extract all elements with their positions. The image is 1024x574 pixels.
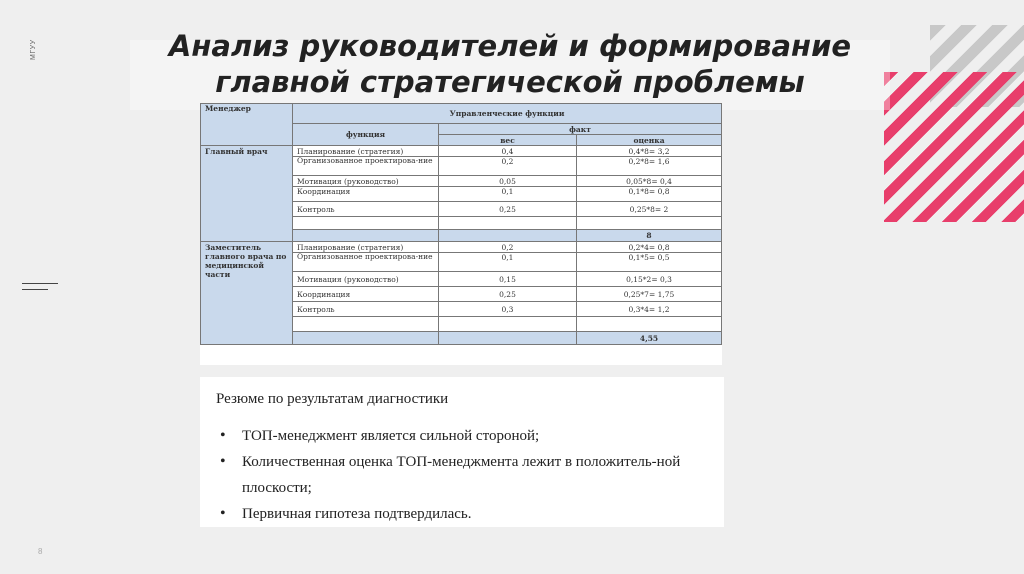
decorative-stripes-pink	[884, 72, 1024, 222]
summary-list	[218, 423, 718, 527]
manager-name: Заместитель главного врача по медицинской части	[201, 242, 293, 345]
cell-empty	[293, 317, 439, 332]
cell-weight: 0,4	[439, 146, 577, 157]
cell-function: Мотивация (руководство)	[293, 272, 439, 287]
cell-score: 0,15*2= 0,3	[577, 272, 722, 287]
cell-empty	[439, 317, 577, 332]
dash-mark	[22, 289, 48, 290]
cell-score: 0,2*8= 1,6	[577, 157, 722, 176]
summary-bullet: • Количественная оценка ТОП-менеджмента лежит в положитель-ной плоскости;	[218, 449, 718, 501]
cell-function: Координация	[293, 287, 439, 302]
group-total: 8	[577, 230, 722, 242]
cell-empty	[577, 317, 722, 332]
summary-bullet: • ТОП-менеджмент является сильной стороной;	[218, 423, 718, 449]
manager-name: Главный врач	[201, 146, 293, 242]
cell-empty	[439, 217, 577, 230]
total-row-empty	[293, 230, 439, 242]
cell-function: Организованное проектирова-ние	[293, 157, 439, 176]
cell-function: Планирование (стратегия)	[293, 242, 439, 253]
header-manager: Менеджер	[201, 104, 293, 146]
manager-analysis-table	[200, 103, 722, 365]
cell-empty	[293, 217, 439, 230]
cell-score: 0,05*8= 0,4	[577, 176, 722, 187]
total-row-empty	[439, 332, 577, 345]
cell-function: Организованное проектирова-ние	[293, 253, 439, 272]
cell-function: Контроль	[293, 202, 439, 217]
dash-mark	[22, 283, 58, 284]
cell-score: 0,1*5= 0,5	[577, 253, 722, 272]
cell-score: 0,25*7= 1,75	[577, 287, 722, 302]
cell-function: Контроль	[293, 302, 439, 317]
cell-score: 0,3*4= 1,2	[577, 302, 722, 317]
cell-weight: 0,2	[439, 157, 577, 176]
title-line-2: главной стратегической проблемы	[215, 65, 805, 99]
cell-function: Планирование (стратегия)	[293, 146, 439, 157]
slide-title	[150, 28, 870, 100]
cell-weight: 0,25	[439, 287, 577, 302]
header-fact: факт	[439, 124, 722, 135]
cell-weight: 0,3	[439, 302, 577, 317]
cell-score: 0,2*4= 0,8	[577, 242, 722, 253]
cell-score: 0,1*8= 0,8	[577, 187, 722, 202]
header-score: оценка	[577, 135, 722, 146]
table	[200, 103, 722, 345]
cell-weight: 0,1	[439, 253, 577, 272]
cell-weight: 0,25	[439, 202, 577, 217]
group-total: 4,55	[577, 332, 722, 345]
summary-box	[200, 377, 724, 527]
cell-weight: 0,1	[439, 187, 577, 202]
total-row-empty	[439, 230, 577, 242]
total-row-empty	[293, 332, 439, 345]
header-weight: вес	[439, 135, 577, 146]
cell-empty	[577, 217, 722, 230]
cell-weight: 0,15	[439, 272, 577, 287]
summary-title: Резюме по результатам диагностики	[216, 391, 449, 407]
cell-weight: 0,2	[439, 242, 577, 253]
header-function: функция	[293, 124, 439, 146]
cell-function: Мотивация (руководство)	[293, 176, 439, 187]
side-label: МГУУ	[30, 39, 37, 60]
title-line-1: Анализ руководителей и формирование	[168, 29, 852, 63]
cell-function: Координация	[293, 187, 439, 202]
cell-weight: 0,05	[439, 176, 577, 187]
cell-score: 0,25*8= 2	[577, 202, 722, 217]
summary-bullet: • Первичная гипотеза подтвердилась.	[218, 501, 718, 527]
cell-score: 0,4*8= 3,2	[577, 146, 722, 157]
header-functions: Управленческие функции	[293, 104, 722, 124]
page-number: 8	[38, 547, 43, 556]
